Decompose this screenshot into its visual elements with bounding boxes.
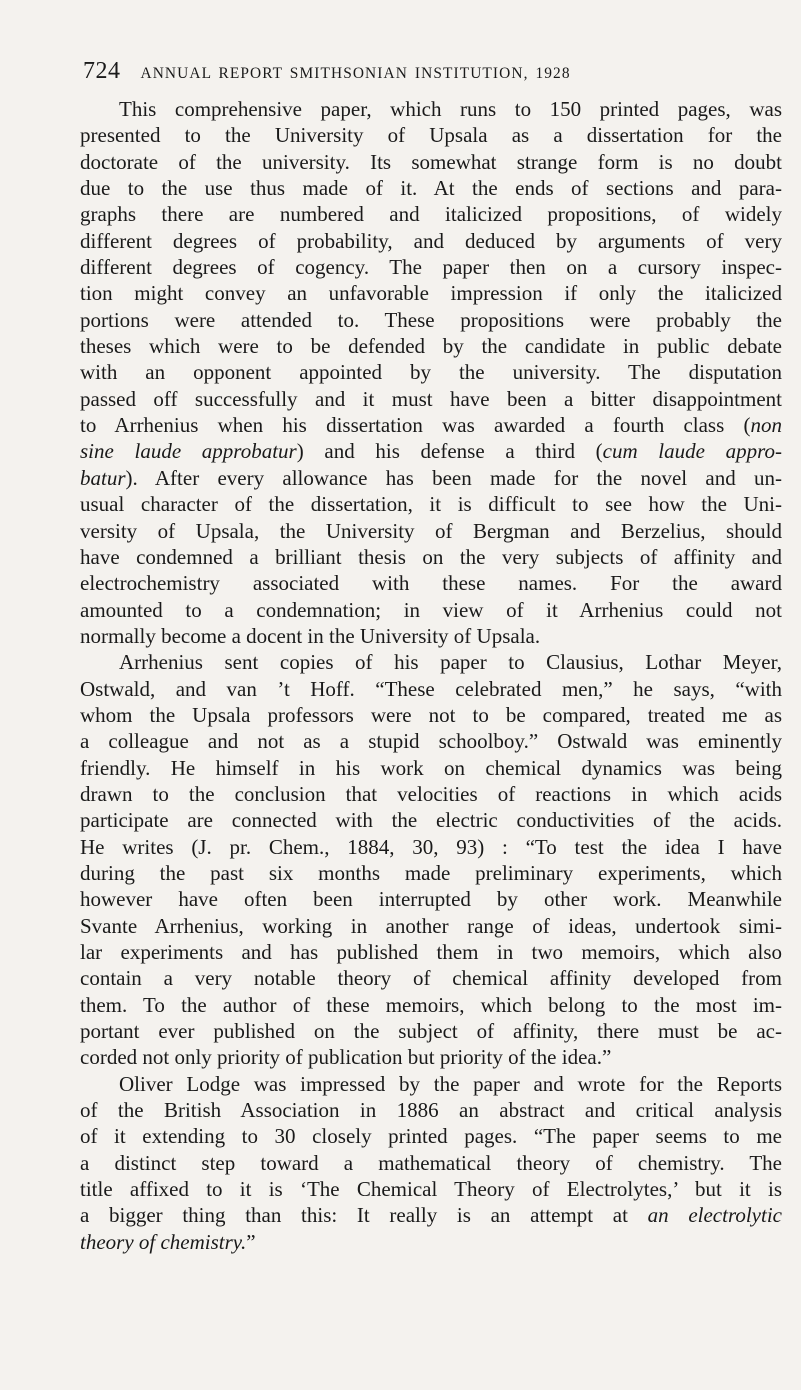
text-run: doctorate of the university. Its somewhat strange form is no doubt: [80, 149, 782, 174]
text-line: [80, 860, 782, 886]
text-run: a colleague and not as a stupid schoolboy.” Ostwald was eminently: [80, 729, 782, 754]
italic-run: sine laude approbatur: [80, 439, 297, 464]
text-line: [80, 465, 782, 491]
text-line: [80, 518, 782, 544]
text-run: them. To the author of these memoirs, which belong to the most im-: [80, 992, 782, 1017]
text-line: [80, 1176, 782, 1202]
text-run: with an opponent appointed by the university. The disputation: [80, 360, 782, 385]
text-run: Oliver Lodge was impressed by the paper and wrote for the Reports: [119, 1071, 782, 1096]
text-run: presented to the University of Upsala as a dissertation for the: [80, 123, 782, 148]
italic-run: non: [750, 413, 782, 438]
text-run: of the British Association in 1886 an abstract and critical analysis: [80, 1098, 782, 1123]
text-line: [80, 939, 782, 965]
body-text: [80, 96, 782, 1255]
text-line: [80, 1097, 782, 1123]
text-run: amounted to a condemnation; in view of it Arrhenius could not: [80, 597, 782, 622]
text-line: [80, 755, 782, 781]
text-run: This comprehensive paper, which runs to 150 printed pages, was: [119, 97, 782, 121]
text-line: [80, 149, 782, 175]
text-line: [80, 544, 782, 570]
italic-run: cum laude appro-: [602, 439, 782, 464]
text-run: friendly. He himself in his work on chemical dynamics was being: [80, 755, 782, 780]
text-line: [80, 254, 782, 280]
text-run: participate are connected with the electric conductivities of the acids.: [80, 808, 782, 833]
text-run: He writes (J. pr. Chem., 1884, 30, 93) : “To test the idea I have: [80, 834, 782, 859]
text-line: [80, 886, 782, 912]
text-run: due to the use thus made of it. At the ends of sections and para-: [80, 176, 782, 201]
text-line: [80, 122, 782, 148]
text-line: [80, 623, 782, 649]
text-run: a bigger thing than this: It really is an attempt at: [80, 1203, 648, 1228]
text-line: [80, 307, 782, 333]
text-run: theses which were to be defended by the candidate in public debate: [80, 334, 782, 359]
text-run: ). After every allowance has been made for the novel and un-: [125, 465, 782, 490]
text-line: [80, 1150, 782, 1176]
text-run: Svante Arrhenius, working in another range of ideas, undertook simi-: [80, 913, 782, 938]
text-line: [80, 1018, 782, 1044]
text-line: [80, 781, 782, 807]
text-line: [80, 702, 782, 728]
italic-run: batur: [80, 465, 126, 490]
text-run: Ostwald, and van ’t Hoff. “These celebrated men,” he says, “with: [80, 676, 782, 701]
text-run: different degrees of probability, and deduced by arguments of very: [80, 228, 782, 253]
text-run: title affixed to it is ‘The Chemical Theory of Electrolytes,’ but it is: [80, 1177, 782, 1202]
text-line: [80, 570, 782, 596]
text-run: Arrhenius sent copies of his paper to Clausius, Lothar Meyer,: [119, 650, 782, 675]
text-line: [80, 386, 782, 412]
text-run: however have often been interrupted by other work. Meanwhile: [80, 887, 782, 912]
text-line: [80, 649, 782, 675]
text-line: [80, 1229, 782, 1255]
text-line: [80, 728, 782, 754]
text-line: [80, 1071, 782, 1097]
text-run: a distinct step toward a mathematical theory of chemistry. The: [80, 1150, 782, 1175]
text-run: portions were attended to. These propositions were probably the: [80, 307, 782, 332]
text-line: [80, 412, 782, 438]
text-run: ”: [246, 1229, 256, 1254]
italic-run: theory of chemistry.: [80, 1229, 247, 1254]
text-run: passed off successfully and it must have been a bitter disappointment: [80, 386, 782, 411]
page-number: 724: [83, 58, 121, 84]
text-line: [80, 1044, 782, 1070]
running-head: [83, 58, 783, 94]
text-line: [80, 807, 782, 833]
text-run: usual character of the dissertation, it is difficult to see how the Uni-: [80, 492, 782, 517]
text-run: lar experiments and has published them in two memoirs, which also: [80, 940, 782, 964]
text-run: of it extending to 30 closely printed pages. “The paper seems to me: [80, 1124, 782, 1149]
italic-run: an electrolytic: [647, 1203, 782, 1228]
text-run: different degrees of cogency. The paper then on a cursory inspec-: [80, 255, 782, 280]
text-run: whom the Upsala professors were not to be compared, treated me as: [80, 702, 782, 727]
text-line: [80, 913, 782, 939]
text-run: graphs there are numbered and italicized propositions, of widely: [80, 202, 782, 227]
text-line: [80, 1202, 782, 1228]
text-line: [80, 359, 782, 385]
text-line: [80, 834, 782, 860]
text-run: ) and his defense a third (: [296, 439, 603, 464]
text-line: [80, 438, 782, 464]
text-run: contain a very notable theory of chemical affinity developed from: [80, 966, 782, 991]
running-title: ANNUAL REPORT SMITHSONIAN INSTITUTION, 1928: [140, 65, 571, 82]
text-line: [80, 1123, 782, 1149]
text-line: [80, 491, 782, 517]
text-line: [80, 96, 782, 122]
text-line: [80, 597, 782, 623]
text-line: [80, 333, 782, 359]
text-line: [80, 280, 782, 306]
text-run: have condemned a brilliant thesis on the very subjects of affinity and: [80, 544, 782, 569]
text-run: to Arrhenius when his dissertation was awarded a fourth class (: [80, 413, 751, 438]
text-line: [80, 175, 782, 201]
text-line: [80, 676, 782, 702]
text-run: corded not only priority of publication but priority of the idea.”: [80, 1045, 612, 1070]
text-run: portant ever published on the subject of affinity, there must be ac-: [80, 1019, 782, 1044]
text-run: versity of Upsala, the University of Bergman and Berzelius, should: [80, 518, 782, 543]
text-run: electrochemistry associated with these names. For the award: [80, 571, 782, 596]
text-run: normally become a docent in the University of Upsala.: [80, 623, 541, 648]
text-run: tion might convey an unfavorable impression if only the italicized: [80, 281, 782, 306]
text-line: [80, 201, 782, 227]
text-run: during the past six months made preliminary experiments, which: [80, 860, 782, 885]
text-run: drawn to the conclusion that velocities of reactions in which acids: [80, 781, 782, 806]
text-line: [80, 228, 782, 254]
text-line: [80, 992, 782, 1018]
text-line: [80, 965, 782, 991]
